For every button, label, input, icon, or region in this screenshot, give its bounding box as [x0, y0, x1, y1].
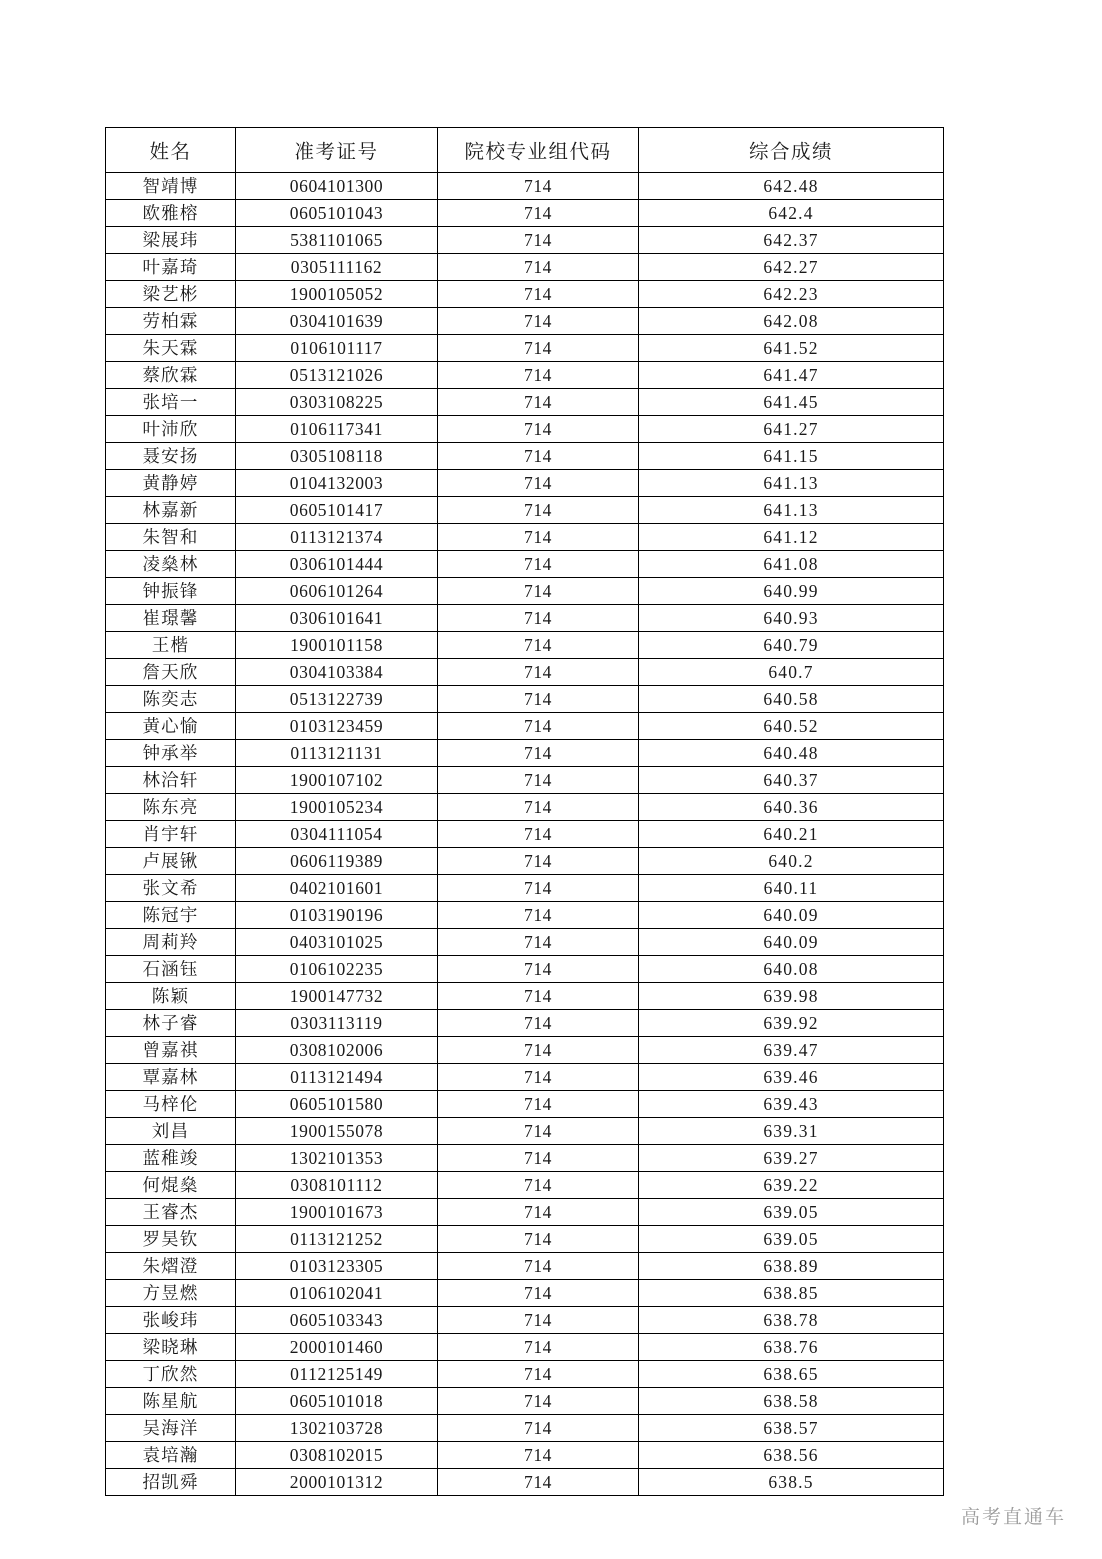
table-row — [106, 1253, 944, 1280]
total-score: 641.45 — [639, 389, 944, 416]
table-row — [106, 443, 944, 470]
exam-number: 0113121252 — [236, 1226, 438, 1253]
exam-number: 5381101065 — [236, 227, 438, 254]
total-score: 642.08 — [639, 308, 944, 335]
column-header-program-code: 院校专业组代码 — [438, 128, 639, 173]
exam-number: 0304103384 — [236, 659, 438, 686]
program-code: 714 — [438, 524, 639, 551]
total-score: 640.58 — [639, 686, 944, 713]
candidate-name: 覃嘉林 — [106, 1064, 236, 1091]
exam-number: 0305108118 — [236, 443, 438, 470]
table-row — [106, 686, 944, 713]
exam-number: 0113121131 — [236, 740, 438, 767]
candidate-name: 陈东亮 — [106, 794, 236, 821]
program-code: 714 — [438, 578, 639, 605]
program-code: 714 — [438, 659, 639, 686]
table-row — [106, 173, 944, 200]
total-score: 638.56 — [639, 1442, 944, 1469]
exam-number: 0106102041 — [236, 1280, 438, 1307]
exam-number: 0605101043 — [236, 200, 438, 227]
table-row — [106, 713, 944, 740]
table-row — [106, 416, 944, 443]
total-score: 639.31 — [639, 1118, 944, 1145]
exam-number: 0104132003 — [236, 470, 438, 497]
program-code: 714 — [438, 362, 639, 389]
table-row — [106, 983, 944, 1010]
program-code: 714 — [438, 416, 639, 443]
candidate-name: 蔡欣霖 — [106, 362, 236, 389]
candidate-name: 林嘉新 — [106, 497, 236, 524]
table-row — [106, 389, 944, 416]
table-row — [106, 902, 944, 929]
exam-number: 0112125149 — [236, 1361, 438, 1388]
candidate-name: 方昱燃 — [106, 1280, 236, 1307]
exam-number: 0606119389 — [236, 848, 438, 875]
table-row — [106, 1361, 944, 1388]
program-code: 714 — [438, 929, 639, 956]
program-code: 714 — [438, 1334, 639, 1361]
exam-number: 1302101353 — [236, 1145, 438, 1172]
exam-number: 0303113119 — [236, 1010, 438, 1037]
total-score: 639.05 — [639, 1226, 944, 1253]
admission-score-table — [105, 127, 944, 1496]
program-code: 714 — [438, 227, 639, 254]
total-score: 640.11 — [639, 875, 944, 902]
total-score: 640.2 — [639, 848, 944, 875]
exam-number: 0103123305 — [236, 1253, 438, 1280]
watermark: 高考直通车 — [960, 1507, 1066, 1528]
total-score: 641.08 — [639, 551, 944, 578]
program-code: 714 — [438, 632, 639, 659]
table-row — [106, 362, 944, 389]
table-row — [106, 794, 944, 821]
program-code: 714 — [438, 1253, 639, 1280]
exam-number: 1900105234 — [236, 794, 438, 821]
program-code: 714 — [438, 551, 639, 578]
table-row — [106, 767, 944, 794]
total-score: 638.65 — [639, 1361, 944, 1388]
table-row — [106, 551, 944, 578]
total-score: 639.22 — [639, 1172, 944, 1199]
program-code: 714 — [438, 1091, 639, 1118]
program-code: 714 — [438, 281, 639, 308]
table-row — [106, 1415, 944, 1442]
candidate-name: 袁培瀚 — [106, 1442, 236, 1469]
table-row — [106, 1226, 944, 1253]
program-code: 714 — [438, 1415, 639, 1442]
program-code: 714 — [438, 335, 639, 362]
total-score: 639.98 — [639, 983, 944, 1010]
program-code: 714 — [438, 254, 639, 281]
column-header-exam-number: 准考证号 — [236, 128, 438, 173]
program-code: 714 — [438, 1469, 639, 1496]
candidate-name: 钟振锋 — [106, 578, 236, 605]
exam-number: 0103123459 — [236, 713, 438, 740]
table-row — [106, 659, 944, 686]
total-score: 641.47 — [639, 362, 944, 389]
program-code: 714 — [438, 821, 639, 848]
exam-number: 1302103728 — [236, 1415, 438, 1442]
candidate-name: 王睿杰 — [106, 1199, 236, 1226]
candidate-name: 张峻玮 — [106, 1307, 236, 1334]
candidate-name: 陈颖 — [106, 983, 236, 1010]
table-row — [106, 335, 944, 362]
program-code: 714 — [438, 470, 639, 497]
exam-number: 0308102006 — [236, 1037, 438, 1064]
total-score: 640.93 — [639, 605, 944, 632]
program-code: 714 — [438, 1118, 639, 1145]
total-score: 640.21 — [639, 821, 944, 848]
total-score: 641.15 — [639, 443, 944, 470]
candidate-name: 叶沛欣 — [106, 416, 236, 443]
table-row — [106, 1064, 944, 1091]
total-score: 641.13 — [639, 497, 944, 524]
program-code: 714 — [438, 956, 639, 983]
total-score: 640.52 — [639, 713, 944, 740]
candidate-name: 张文希 — [106, 875, 236, 902]
table-row — [106, 200, 944, 227]
candidate-name: 陈奕志 — [106, 686, 236, 713]
total-score: 638.78 — [639, 1307, 944, 1334]
total-score: 640.37 — [639, 767, 944, 794]
exam-number: 0113121374 — [236, 524, 438, 551]
exam-number: 1900101158 — [236, 632, 438, 659]
total-score: 641.13 — [639, 470, 944, 497]
candidate-name: 招凯舜 — [106, 1469, 236, 1496]
candidate-name: 曾嘉祺 — [106, 1037, 236, 1064]
table-row — [106, 1118, 944, 1145]
candidate-name: 林洽轩 — [106, 767, 236, 794]
program-code: 714 — [438, 389, 639, 416]
table-row — [106, 578, 944, 605]
exam-number: 0513121026 — [236, 362, 438, 389]
program-code: 714 — [438, 686, 639, 713]
table-body — [106, 173, 944, 1496]
table-row — [106, 1442, 944, 1469]
total-score: 638.85 — [639, 1280, 944, 1307]
candidate-name: 石涵钰 — [106, 956, 236, 983]
exam-number: 0605103343 — [236, 1307, 438, 1334]
candidate-name: 叶嘉琦 — [106, 254, 236, 281]
exam-number: 0113121494 — [236, 1064, 438, 1091]
candidate-name: 朱熠澄 — [106, 1253, 236, 1280]
program-code: 714 — [438, 1361, 639, 1388]
table-row — [106, 1334, 944, 1361]
total-score: 638.89 — [639, 1253, 944, 1280]
total-score: 639.46 — [639, 1064, 944, 1091]
table-row — [106, 254, 944, 281]
table-row — [106, 281, 944, 308]
total-score: 642.4 — [639, 200, 944, 227]
total-score: 639.43 — [639, 1091, 944, 1118]
table-row — [106, 1388, 944, 1415]
program-code: 714 — [438, 1307, 639, 1334]
table-row — [106, 929, 944, 956]
total-score: 638.58 — [639, 1388, 944, 1415]
program-code: 714 — [438, 1388, 639, 1415]
candidate-name: 钟承举 — [106, 740, 236, 767]
table-row — [106, 632, 944, 659]
candidate-name: 林子睿 — [106, 1010, 236, 1037]
total-score: 641.27 — [639, 416, 944, 443]
program-code: 714 — [438, 848, 639, 875]
exam-number: 1900105052 — [236, 281, 438, 308]
candidate-name: 朱天霖 — [106, 335, 236, 362]
exam-number: 0306101641 — [236, 605, 438, 632]
exam-number: 2000101312 — [236, 1469, 438, 1496]
table-row — [106, 848, 944, 875]
candidate-name: 陈星航 — [106, 1388, 236, 1415]
exam-number: 0304101639 — [236, 308, 438, 335]
candidate-name: 聂安扬 — [106, 443, 236, 470]
candidate-name: 周莉羚 — [106, 929, 236, 956]
candidate-name: 崔璟馨 — [106, 605, 236, 632]
candidate-name: 詹天欣 — [106, 659, 236, 686]
column-header-total-score: 综合成绩 — [639, 128, 944, 173]
candidate-name: 何焜燊 — [106, 1172, 236, 1199]
table-row — [106, 1010, 944, 1037]
candidate-name: 劳柏霖 — [106, 308, 236, 335]
program-code: 714 — [438, 875, 639, 902]
candidate-name: 罗昊钦 — [106, 1226, 236, 1253]
table-header — [106, 128, 944, 173]
exam-number: 0403101025 — [236, 929, 438, 956]
exam-number: 0304111054 — [236, 821, 438, 848]
candidate-name: 丁欣然 — [106, 1361, 236, 1388]
score-table-container — [105, 127, 943, 1496]
program-code: 714 — [438, 902, 639, 929]
candidate-name: 梁晓琳 — [106, 1334, 236, 1361]
program-code: 714 — [438, 173, 639, 200]
candidate-name: 王楷 — [106, 632, 236, 659]
exam-number: 0605101018 — [236, 1388, 438, 1415]
total-score: 640.08 — [639, 956, 944, 983]
candidate-name: 凌燊林 — [106, 551, 236, 578]
program-code: 714 — [438, 1172, 639, 1199]
total-score: 640.09 — [639, 902, 944, 929]
candidate-name: 吴海洋 — [106, 1415, 236, 1442]
table-row — [106, 740, 944, 767]
total-score: 640.36 — [639, 794, 944, 821]
exam-number: 0308101112 — [236, 1172, 438, 1199]
total-score: 640.7 — [639, 659, 944, 686]
exam-number: 0308102015 — [236, 1442, 438, 1469]
candidate-name: 欧雅榕 — [106, 200, 236, 227]
candidate-name: 刘昌 — [106, 1118, 236, 1145]
total-score: 641.12 — [639, 524, 944, 551]
exam-number: 0605101580 — [236, 1091, 438, 1118]
table-row — [106, 497, 944, 524]
program-code: 714 — [438, 740, 639, 767]
exam-number: 0106102235 — [236, 956, 438, 983]
candidate-name: 智靖博 — [106, 173, 236, 200]
program-code: 714 — [438, 794, 639, 821]
candidate-name: 黄心愉 — [106, 713, 236, 740]
table-row — [106, 524, 944, 551]
program-code: 714 — [438, 767, 639, 794]
program-code: 714 — [438, 605, 639, 632]
exam-number: 0103190196 — [236, 902, 438, 929]
exam-number: 0605101417 — [236, 497, 438, 524]
table-header-row — [106, 128, 944, 173]
total-score: 639.92 — [639, 1010, 944, 1037]
total-score: 639.05 — [639, 1199, 944, 1226]
table-row — [106, 821, 944, 848]
total-score: 640.09 — [639, 929, 944, 956]
exam-number: 0402101601 — [236, 875, 438, 902]
total-score: 641.52 — [639, 335, 944, 362]
program-code: 714 — [438, 1037, 639, 1064]
exam-number: 0305111162 — [236, 254, 438, 281]
candidate-name: 肖宇轩 — [106, 821, 236, 848]
table-row — [106, 1172, 944, 1199]
total-score: 638.76 — [639, 1334, 944, 1361]
program-code: 714 — [438, 200, 639, 227]
exam-number: 0306101444 — [236, 551, 438, 578]
total-score: 642.27 — [639, 254, 944, 281]
table-row — [106, 605, 944, 632]
table-row — [106, 1145, 944, 1172]
program-code: 714 — [438, 983, 639, 1010]
exam-number: 0604101300 — [236, 173, 438, 200]
table-row — [106, 227, 944, 254]
total-score: 642.48 — [639, 173, 944, 200]
exam-number: 0513122739 — [236, 686, 438, 713]
program-code: 714 — [438, 1226, 639, 1253]
program-code: 714 — [438, 713, 639, 740]
table-row — [106, 1307, 944, 1334]
total-score: 639.47 — [639, 1037, 944, 1064]
total-score: 638.57 — [639, 1415, 944, 1442]
total-score: 642.23 — [639, 281, 944, 308]
exam-number: 1900107102 — [236, 767, 438, 794]
table-row — [106, 1469, 944, 1496]
program-code: 714 — [438, 308, 639, 335]
program-code: 714 — [438, 497, 639, 524]
program-code: 714 — [438, 1199, 639, 1226]
total-score: 640.99 — [639, 578, 944, 605]
table-row — [106, 470, 944, 497]
candidate-name: 卢展锹 — [106, 848, 236, 875]
table-row — [106, 1199, 944, 1226]
candidate-name: 黄静婷 — [106, 470, 236, 497]
exam-number: 0303108225 — [236, 389, 438, 416]
candidate-name: 陈冠宇 — [106, 902, 236, 929]
exam-number: 0106101117 — [236, 335, 438, 362]
program-code: 714 — [438, 1442, 639, 1469]
candidate-name: 朱智和 — [106, 524, 236, 551]
program-code: 714 — [438, 1010, 639, 1037]
exam-number: 0106117341 — [236, 416, 438, 443]
candidate-name: 蓝稚竣 — [106, 1145, 236, 1172]
total-score: 639.27 — [639, 1145, 944, 1172]
program-code: 714 — [438, 1064, 639, 1091]
program-code: 714 — [438, 443, 639, 470]
total-score: 642.37 — [639, 227, 944, 254]
exam-number: 1900155078 — [236, 1118, 438, 1145]
candidate-name: 梁展玮 — [106, 227, 236, 254]
table-row — [106, 1280, 944, 1307]
program-code: 714 — [438, 1145, 639, 1172]
column-header-name: 姓名 — [106, 128, 236, 173]
table-row — [106, 875, 944, 902]
total-score: 640.79 — [639, 632, 944, 659]
exam-number: 2000101460 — [236, 1334, 438, 1361]
table-row — [106, 956, 944, 983]
exam-number: 0606101264 — [236, 578, 438, 605]
candidate-name: 张培一 — [106, 389, 236, 416]
program-code: 714 — [438, 1280, 639, 1307]
candidate-name: 马梓伦 — [106, 1091, 236, 1118]
total-score: 638.5 — [639, 1469, 944, 1496]
exam-number: 1900147732 — [236, 983, 438, 1010]
candidate-name: 梁艺彬 — [106, 281, 236, 308]
table-row — [106, 1091, 944, 1118]
table-row — [106, 308, 944, 335]
exam-number: 1900101673 — [236, 1199, 438, 1226]
total-score: 640.48 — [639, 740, 944, 767]
table-row — [106, 1037, 944, 1064]
